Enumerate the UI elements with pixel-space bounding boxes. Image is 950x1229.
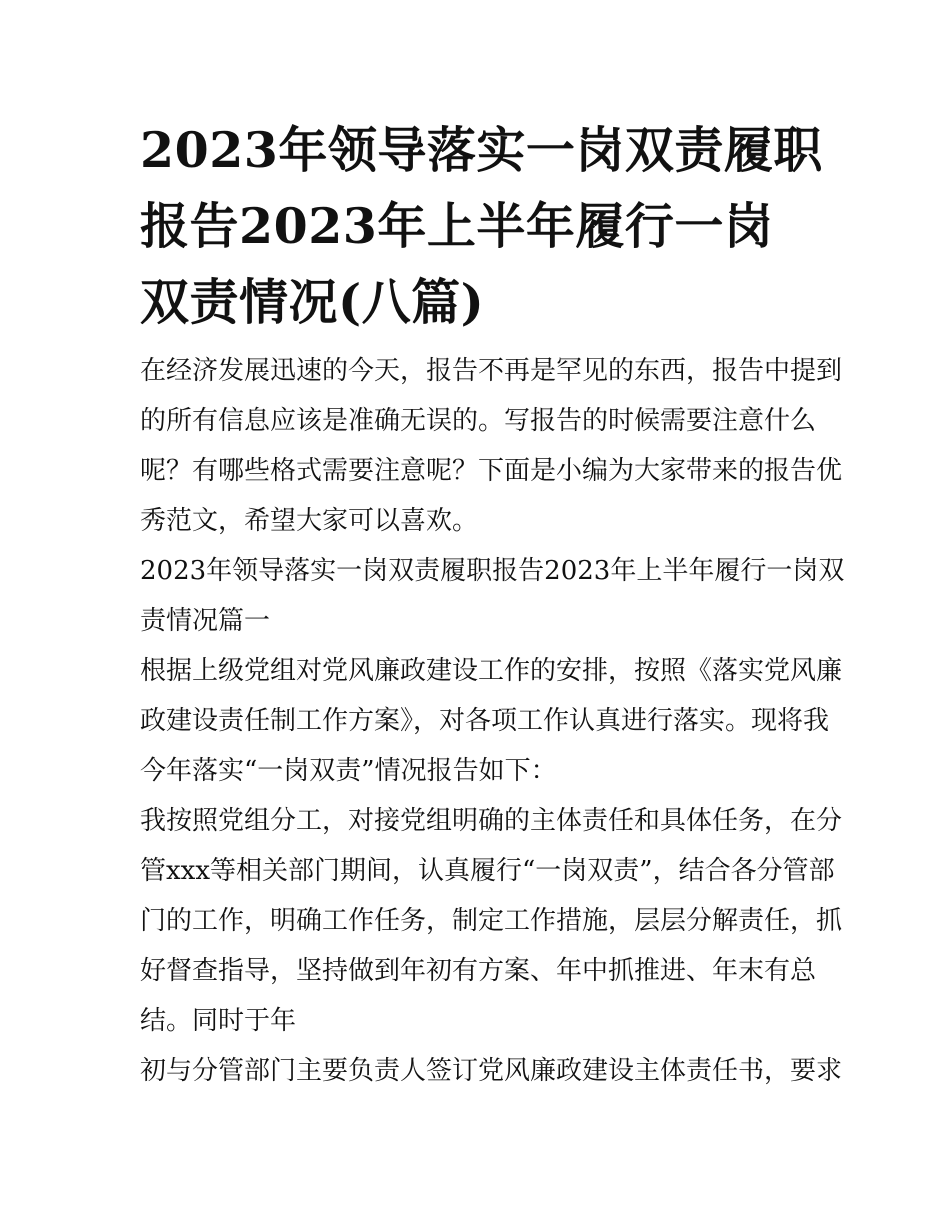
text-line: 政建设责任制工作方案》，对各项工作认真进行落实。现将我: [140, 706, 830, 736]
text-line: 的所有信息应该是准确无误的。写报告的时候需要注意什么: [140, 406, 817, 436]
body-paragraph: [140, 1046, 843, 1096]
text-line: 呢？有哪些格式需要注意呢？下面是小编为大家带来的报告优: [140, 456, 843, 486]
intro-paragraph: [140, 346, 843, 546]
title-line: 双责情况(八篇): [140, 273, 485, 331]
text-line: 管xxx等相关部门期间，认真履行“一岗双责”，结合各分管部: [140, 856, 835, 886]
text-line: 今年落实“一岗双责”情况报告如下：: [140, 756, 557, 786]
title-line: 2023年领导落实一岗双责履职: [140, 121, 823, 179]
text-line: 我按照党组分工，对接党组明确的主体责任和具体任务，在分: [140, 806, 843, 836]
text-line: 初与分管部门主要负责人签订党风廉政建设主体责任书，要求: [140, 1056, 843, 1086]
text-line: 秀范文，希望大家可以喜欢。: [140, 506, 479, 536]
document-content: [140, 112, 845, 1096]
text-line: 结。同时于年: [140, 1006, 297, 1036]
document-body: [140, 346, 845, 1096]
text-line: 责情况篇一: [140, 606, 271, 636]
text-line: 2023年领导落实一岗双责履职报告2023年上半年履行一岗双: [140, 556, 845, 586]
document-title: [140, 112, 823, 340]
text-line: 在经济发展迅速的今天，报告不再是罕见的东西，报告中提到: [140, 356, 843, 386]
title-line: 报告2023年上半年履行一岗: [140, 197, 774, 255]
text-line: 好督查指导，坚持做到年初有方案、年中抓推进、年末有总: [140, 956, 817, 986]
body-paragraph: [140, 796, 843, 1046]
section-heading: [140, 546, 845, 646]
text-line: 根据上级党组对党风廉政建设工作的安排，按照《落实党风廉: [140, 656, 843, 686]
text-line: 门的工作，明确工作任务，制定工作措施，层层分解责任，抓: [140, 906, 843, 936]
body-paragraph: [140, 646, 843, 796]
